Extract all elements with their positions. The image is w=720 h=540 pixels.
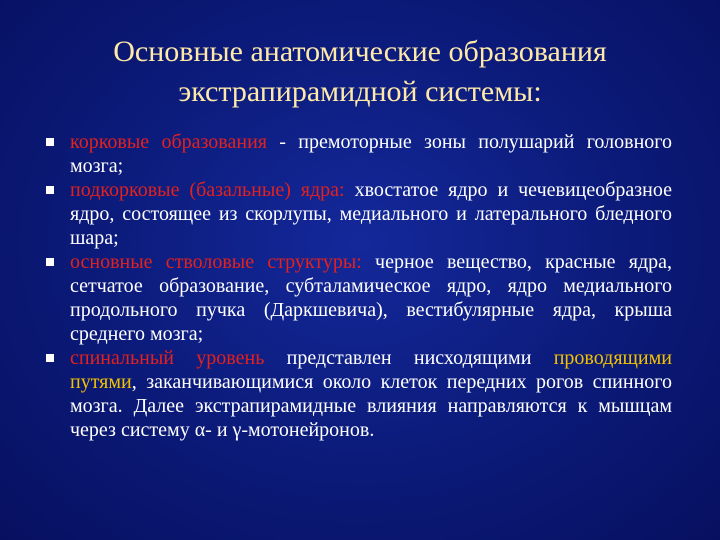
item-term: основные стволовые структуры:: [70, 251, 362, 273]
list-item: [40, 346, 672, 442]
list-item: [40, 130, 672, 178]
item-text: представлен нисходящими: [264, 347, 554, 369]
slide-title: [40, 32, 680, 112]
square-bullet-icon: [46, 186, 54, 194]
list-item: [40, 178, 672, 250]
item-term: спинальный уровень: [70, 347, 265, 369]
item-text-secondary: , заканчивающимися около клеток передних рогов спинного мозга. Далее экстрапирамидные влияния направляются к мышцам через систему α- и γ-мотонейронов.: [70, 371, 672, 441]
item-text: хвостатое ядро и чечевицеобразное ядро, состоящее из скорлупы, медиального и латерального бледного шара;: [70, 179, 673, 249]
square-bullet-icon: [46, 258, 54, 266]
title-line-1: Основные анатомические образования: [113, 35, 607, 68]
item-term: корковые образования: [70, 131, 267, 153]
item-term-secondary: проводящими путями: [70, 347, 672, 393]
item-term: подкорковые (базальные) ядра:: [70, 179, 345, 201]
bullet-list: [40, 130, 672, 442]
list-item: [40, 250, 672, 346]
square-bullet-icon: [46, 354, 54, 362]
item-text: - премоторные зоны полушарий головного мозга;: [70, 131, 672, 177]
title-line-2: экстрапирамидной системы:: [178, 75, 542, 108]
square-bullet-icon: [46, 138, 54, 146]
item-text: черное вещество, красные ядра, сетчатое образование, субталамическое ядро, ядро медиального продольного пучка (Даркшевича), вестибулярные ядра, крыша среднего мозга;: [70, 251, 672, 345]
